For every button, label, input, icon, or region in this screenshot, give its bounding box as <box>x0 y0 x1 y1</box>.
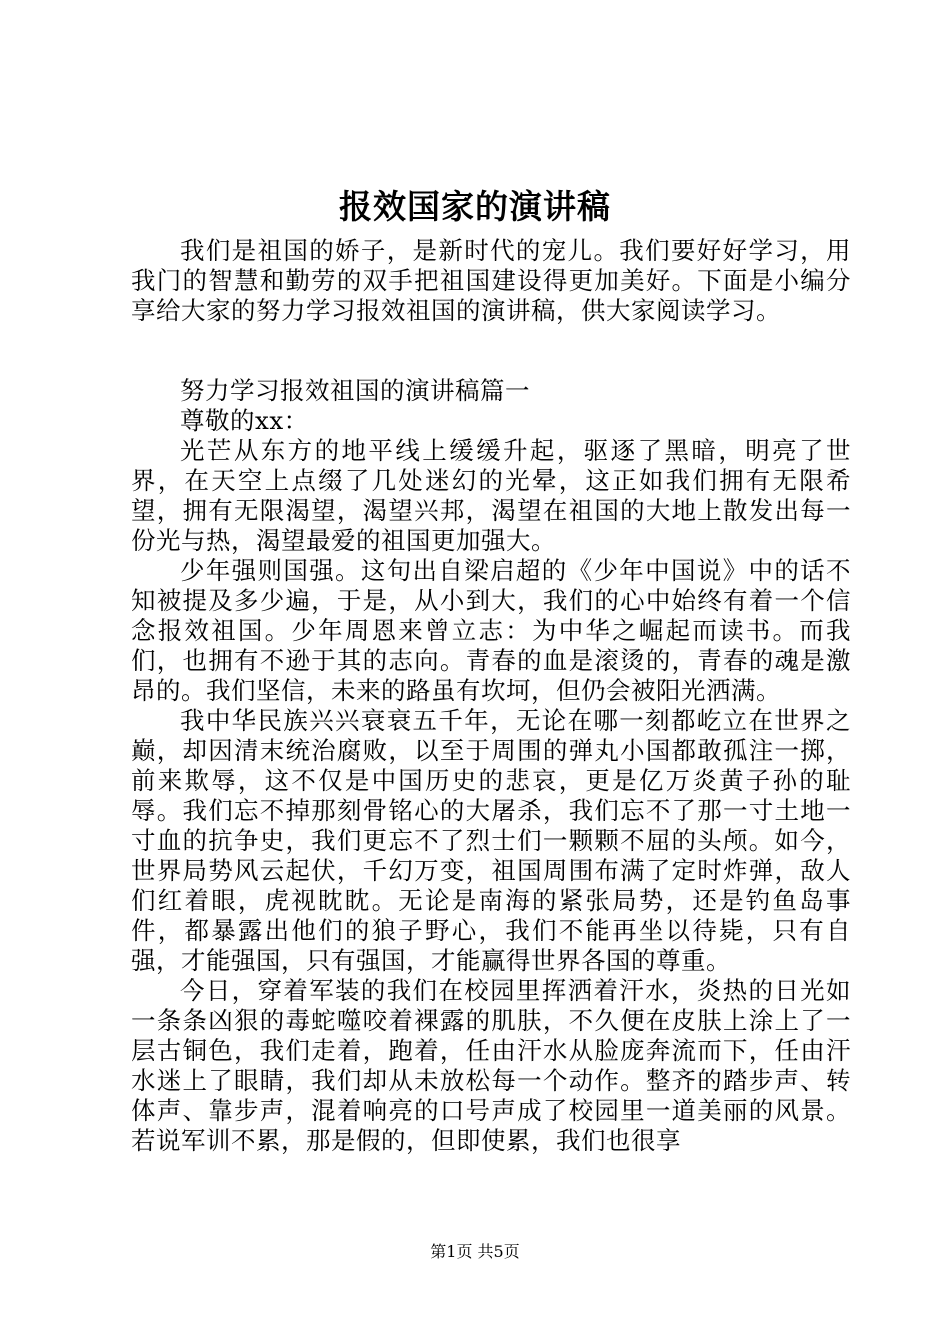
body-paragraph: 今日，穿着军装的我们在校园里挥洒着汗水，炎热的日光如一条条凶狠的毒蛇噬咬着裸露的肌肤，不久便在皮肤上涂上了一层古铜色，我们走着，跑着，任由汗水从脸庞奔流而下，任由汗水迷上了眼睛，我们却从未放松每一个动作。整齐的踏步声、转体声、靠步声，混着响亮的口号声成了校园里一道美丽的风景。若说军训不累，那是假的，但即使累，我们也很享 <box>131 976 851 1155</box>
section-heading: 努力学习报效祖国的演讲稿篇一 <box>180 376 530 405</box>
salutation: 尊敬的xx： <box>180 406 309 435</box>
document-body <box>131 236 851 1156</box>
body-paragraph: 少年强则国强。这句出自梁启超的《少年中国说》中的话不知被提及多少遍，于是，从小到大，我们的心中始终有着一个信念报效祖国。少年周恩来曾立志：为中华之崛起而读书。而我们，也拥有不逊于其的志向。青春的血是滚烫的，青春的魂是激昂的。我们坚信，未来的路虽有坎坷，但仍会被阳光洒满。 <box>131 556 851 705</box>
body-paragraph: 光芒从东方的地平线上缓缓升起，驱逐了黑暗，明亮了世界，在天空上点缀了几处迷幻的光晕，这正如我们拥有无限希望，拥有无限渴望，渴望兴邦，渴望在祖国的大地上散发出每一份光与热，渴望最爱的祖国更加强大。 <box>131 436 851 555</box>
blank-line <box>131 326 851 376</box>
page-footer: 第1页 共5页 <box>430 1242 520 1261</box>
body-paragraph: 我中华民族兴兴衰衰五千年，无论在哪一刻都屹立在世界之巅，却因清末统治腐败，以至于周围的弹丸小国都敢孤注一掷，前来欺辱，这不仅是中国历史的悲哀，更是亿万炎黄子孙的耻辱。我们忘不掉那刻骨铭心的大屠杀，我们忘不了那一寸土地一寸血的抗争史，我们更忘不了烈士们一颗颗不屈的头颅。如今，世界局势风云起伏，千幻万变，祖国周围布满了定时炸弹，敌人们红着眼，虎视眈眈。无论是南海的紧张局势，还是钓鱼岛事件，都暴露出他们的狼子野心，我们不能再坐以待毙，只有自强，才能强国，只有强国，才能赢得世界各国的尊重。 <box>131 706 851 975</box>
intro-paragraph: 我们是祖国的娇子，是新时代的宠儿。我们要好好学习，用我门的智慧和勤劳的双手把祖国建设得更加美好。下面是小编分享给大家的努力学习报效祖国的演讲稿，供大家阅读学习。 <box>131 236 851 325</box>
document-title: 报效国家的演讲稿 <box>339 187 611 226</box>
